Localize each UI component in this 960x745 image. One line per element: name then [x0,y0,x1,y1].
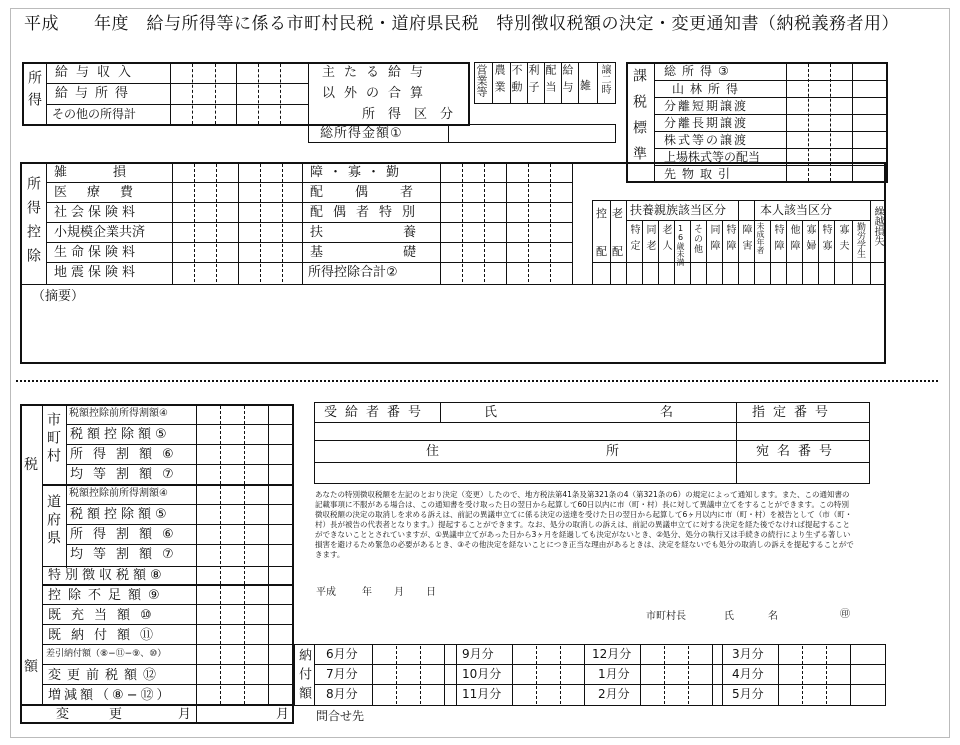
type-kyuyo: 給与 [561,64,574,98]
ded-left-1: 雑損 [54,165,173,180]
date-year: 年 [362,587,372,598]
income-group-label: 所得 [26,70,42,114]
mayor-shi: 氏 [724,611,734,622]
pay-month-12: 12月分 [592,647,632,661]
pay-month-1: 1月分 [598,667,630,681]
ded-right-3: 配偶者特別 [310,205,426,220]
taxbase-row-5: 株式等の譲渡 [664,133,749,147]
income-row-salary: 給与収入 [55,65,140,80]
addr-left-label: 住 [426,444,440,459]
pay-month-7: 7月分 [326,667,358,681]
taxbase-row-2: 山林所得 [672,82,745,96]
change-month-2: 月 [276,707,290,722]
deduction-group-label: 所得控除 [25,176,41,272]
honnin-col-5: 特寡 [820,224,831,256]
kurikoshi-label: 繰越損失 [872,206,883,246]
fuyo-col-4: 16歳未満 [676,224,685,266]
tax-row-jutou: 既充当額⑩ [48,608,162,623]
taxbase-row-7: 先物取引 [664,167,737,181]
taxbase-row-6: 上場株式等の配当 [664,150,761,164]
fuyo-col-5: その他 [692,224,702,254]
tekiyo-label: （摘要） [32,289,85,304]
ded-right-5: 基礎 [310,245,497,260]
taxbase-row-3: 分離短期譲渡 [664,99,749,113]
honnin-head: 本人該当区分 [760,203,833,217]
document-title: 平成 年度 給与所得等に係る市町村民税・道府県民税 特別徴収税額の決定・変更通知書（納税義務者用） [24,14,899,34]
pay-month-4: 4月分 [732,667,764,681]
tax-row-henkoumae: 変更前税額⑫ [48,668,163,683]
pref-row-3: 所得割額⑥ [70,527,184,542]
type-rishi: 利子 [527,64,540,98]
other-row-3: 所得区分 [362,107,467,122]
other-row-1: 主たる給与 [322,65,433,80]
honnin-col-3: 他障 [788,224,799,256]
type-fudo: 不動 [510,64,523,98]
ded-right-4: 扶養 [310,225,497,240]
ded-left-6: 地震保険料 [54,265,140,280]
recipient-num-label: 受給者番号 [324,405,430,420]
pref-row-1: 税額控除前所得割額④ [69,488,168,499]
ded-right-2: 配偶者 [310,185,446,200]
ded-right-6: 所得控除合計② [308,265,398,280]
fuyo-col-3: 老人 [660,224,671,256]
pay-month-9: 9月分 [462,647,494,661]
tax-row-tokubetsu: 特別徴収税額⑧ [48,568,166,583]
honnin-col-1: 未成年者 [756,222,765,254]
tax-row-kinofu: 既納付額⑪ [48,628,164,643]
tax-group-bottom: 額 [24,659,38,675]
mayor-title: 市町村長 [646,611,686,622]
tax-row-zougen: 増減額（⑧−⑫） [48,688,173,703]
other-row-2: 以外の合算 [322,86,433,101]
honnin-col-6: 寡夫 [837,224,848,256]
date-month: 月 [394,587,404,598]
payment-table [294,644,886,706]
pref-row-4: 均等割額⑦ [70,547,184,562]
change-label: 変更 [56,707,163,722]
pay-month-2: 2月分 [598,687,630,701]
name-left-label: 氏 [484,405,498,420]
type-zatsu: 雑 [580,79,591,92]
fuyo-col-8: 障害 [740,224,751,256]
type-nogyo: 農業 [493,64,506,98]
fuyo-col-1: 特定 [628,224,639,256]
tax-row-sashihiki: 差引納付額（⑧−⑪−⑨、⑩） [46,649,167,659]
rou-label: 老 [612,207,623,220]
type-haito: 配当 [544,64,557,98]
hai1-label: 配 [596,245,607,258]
taxbase-row-4: 分離長期譲渡 [664,116,749,130]
type-joni: 譲二時 [599,64,610,94]
atena-label: 宛名番号 [756,444,841,459]
honnin-col-7: 勤労学生 [855,222,865,258]
contact-label: 問合せ先 [316,709,365,723]
taxbase-group-label: 課税標準 [631,68,647,172]
total-income-label: 総所得金額① [320,126,403,141]
city-row-1: 税額控除前所得割額④ [69,408,168,419]
taxbase-row-1: 総所得③ [664,64,735,78]
city-row-4: 均等割額⑦ [70,467,184,482]
mayor-mei: 名 [768,611,778,622]
fuyo-head: 扶養親族該当区分 [630,203,727,217]
tax-group-top: 税 [24,457,38,473]
ded-right-1: 障・寡・勤 [310,165,406,180]
honnin-col-4: 寡婦 [804,224,815,256]
pay-month-8: 8月分 [326,687,358,701]
notice-text: あなたの特別徴収税額を左記のとおり決定（変更）したので、地方税法第41条及第321条の4（第321条の6）の規定によって通知します。また、この通知書の記載事項に不服がある場合は、この通知書を受け取った日の翌日から起算して60日以内に市（町・村）長に対して異議申立てをすることができます。この特別徴収税額の決定の取消しを求める訴えは、前記の異議申立てに係る決定の送達を受けた日の翌日から起算して6ヶ月以内に市（町・村）を被告として（市（町・村）長が被告の代表者となります。）提起することができます。なお、処分の取消しの訴えは、前記の異議申立てに対する決定を経た後でなければ提起することができないこととされていますが、①異議申立てがあった日から3ヶ月を経過しても決定がないとき、②処分、処分の執行又は手続きの続行により生ずる著しい損害を避けるため緊急の必要があるとき、③その他決定を経ないことにつき正当な理由があるときは、決定を経ないでも処分の取消しの訴えを提起することができます。 [315,490,854,559]
fuyo-col-7: 特障 [724,224,735,256]
pay-month-6: 6月分 [326,647,358,661]
ded-left-4: 小規模企業共済 [54,225,146,240]
addr-right-label: 所 [606,444,620,459]
income-row-other: その他の所得計 [52,107,137,121]
pay-month-10: 10月分 [462,667,502,681]
name-right-label: 名 [660,405,674,420]
change-month-1: 月 [178,707,192,722]
honnin-col-2: 特障 [772,224,783,256]
city-row-2: 税額控除額⑤ [70,427,171,442]
type-eigyo: 営業等 [475,64,488,97]
date-day: 日 [426,587,436,598]
pay-month-3: 3月分 [732,647,764,661]
fuyo-col-2: 同老 [644,224,655,256]
pref-row-2: 税額控除額⑤ [70,507,171,522]
cut-line [16,380,938,382]
pay-month-11: 11月分 [462,687,502,701]
kou-label: 控 [596,207,607,220]
ded-left-3: 社会保険料 [54,205,140,220]
date-era: 平成 [316,587,336,598]
ded-left-5: 生命保険料 [54,245,140,260]
city-row-3: 所得割額⑥ [70,447,184,462]
tax-row-kojo: 控除不足額⑨ [48,588,167,603]
pref-label: 道府県 [45,494,61,548]
payment-label: 納付額 [296,648,311,705]
seal-mark: ㊞ [840,609,850,620]
ded-left-2: 医療費 [54,185,154,200]
designated-label: 指定番号 [752,405,837,420]
fuyo-col-6: 同障 [708,224,719,256]
pay-month-5: 5月分 [732,687,764,701]
city-label: 市町村 [45,412,61,466]
income-row-salary-income: 給与所得 [55,86,136,101]
hai2-label: 配 [612,245,623,258]
